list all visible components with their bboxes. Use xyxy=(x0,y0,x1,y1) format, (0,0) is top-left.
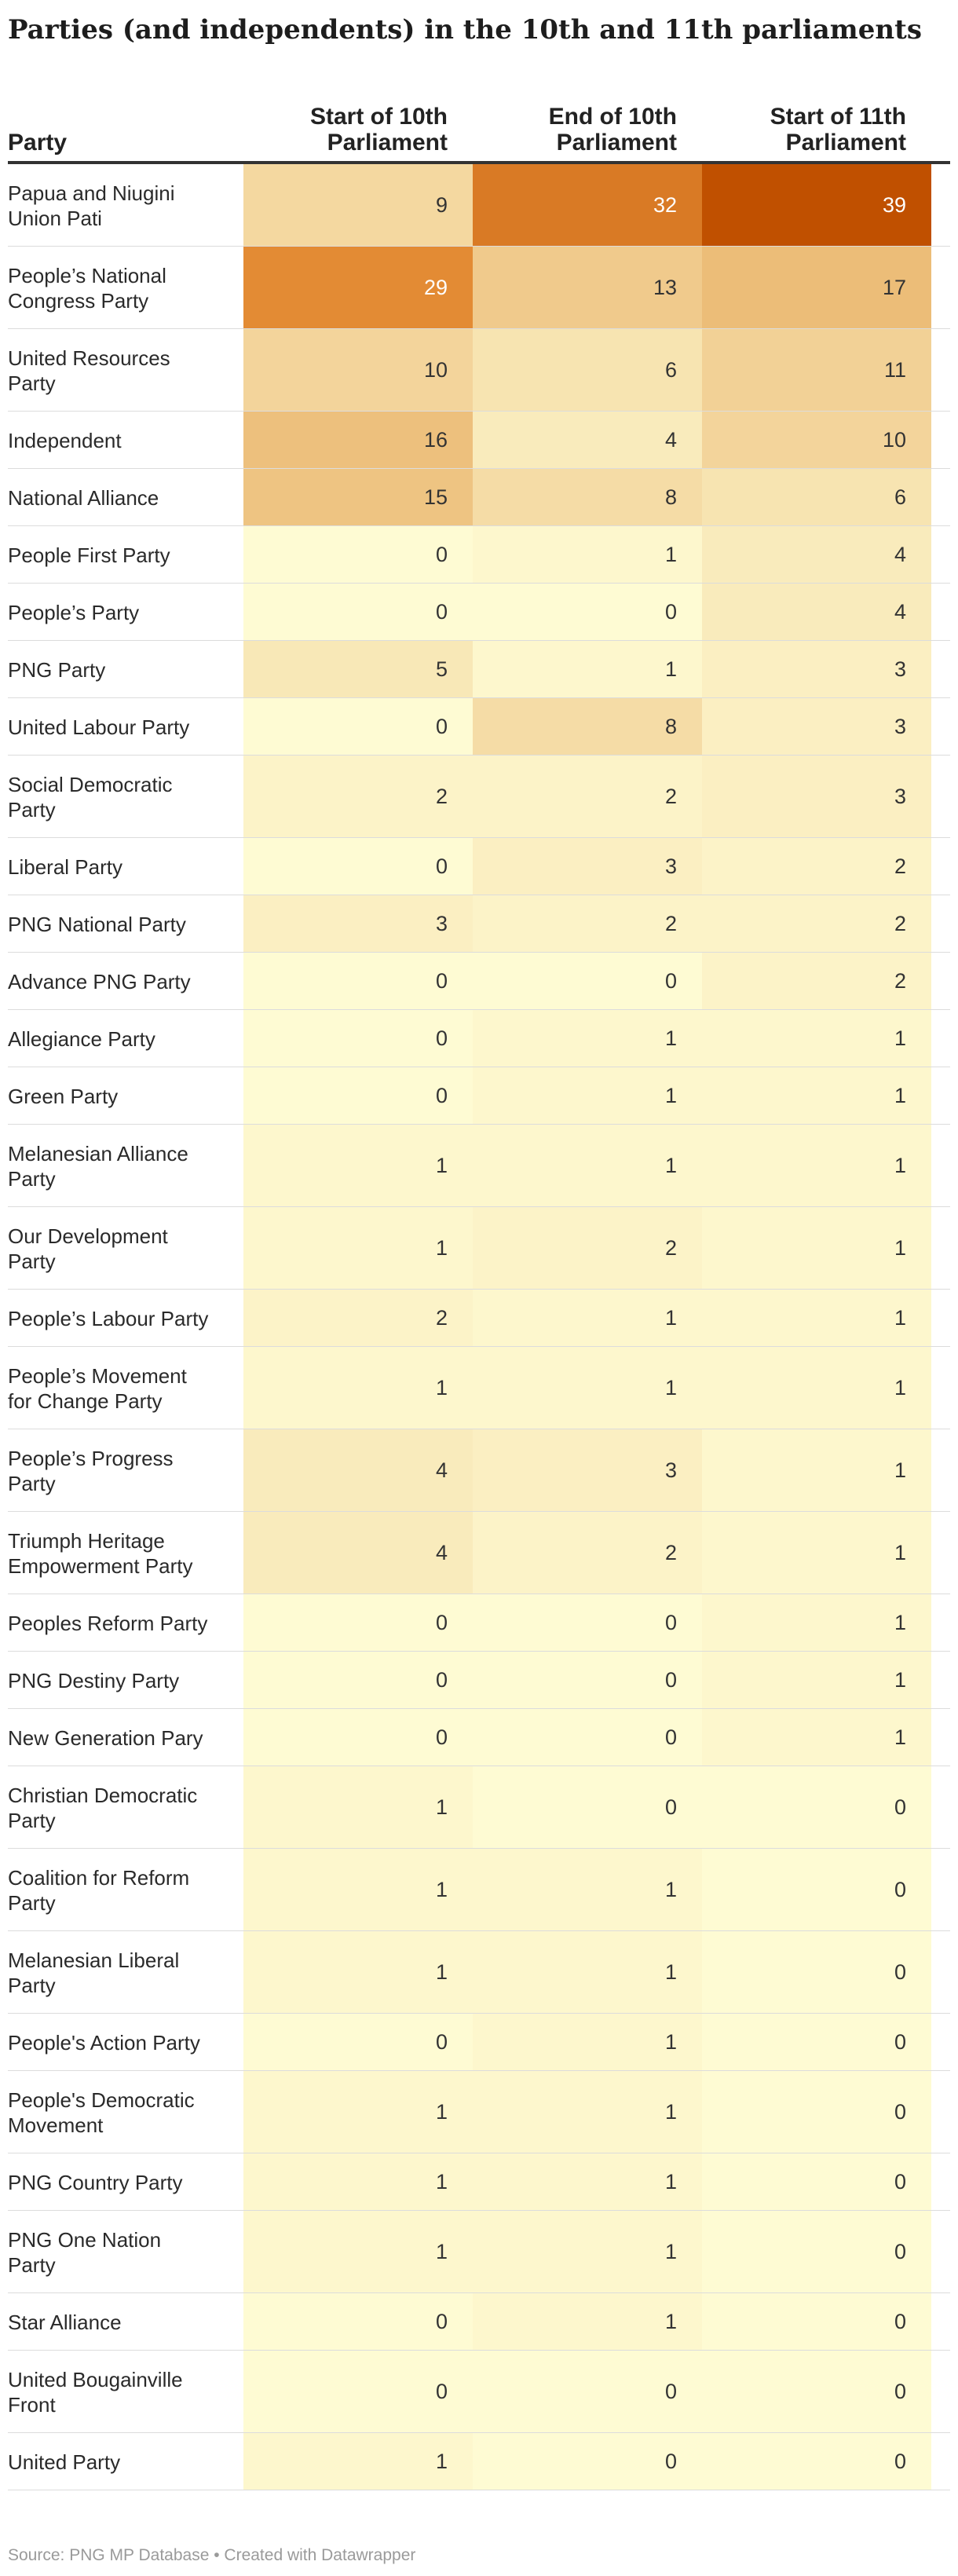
value-cell: 0 xyxy=(473,1709,702,1766)
party-name-cell xyxy=(8,1931,243,2014)
column-header-line: Start of 10th xyxy=(309,104,448,130)
party-name-line: People’s Movement xyxy=(8,1363,187,1388)
value-cell: 1 xyxy=(473,1931,702,2014)
party-name-line: PNG Party xyxy=(8,657,106,682)
value-cell: 0 xyxy=(243,1067,473,1125)
column-header-line: Parliament xyxy=(327,130,448,156)
value-cell: 2 xyxy=(702,838,931,895)
party-name-line: People’s Party xyxy=(8,600,140,624)
value-cell: 4 xyxy=(243,1512,473,1594)
value-cell: 3 xyxy=(473,1429,702,1512)
value-cell: 0 xyxy=(473,953,702,1010)
value-cell: 32 xyxy=(473,164,702,247)
table-row xyxy=(8,1207,950,1290)
column-header-line: End of 10th xyxy=(548,104,677,130)
value-cell: 1 xyxy=(702,1067,931,1125)
value-cell: 1 xyxy=(702,1709,931,1766)
value-cell: 1 xyxy=(473,1067,702,1125)
party-name-line: Papua and Niugini xyxy=(8,181,175,205)
party-name-line: Party xyxy=(8,1471,56,1495)
party-name-line: Social Democratic xyxy=(8,772,173,796)
value-cell: 4 xyxy=(702,526,931,584)
party-name-line: Party xyxy=(8,371,56,395)
value-cell: 10 xyxy=(243,329,473,412)
table-row xyxy=(8,526,950,584)
party-name-line: Coalition for Reform xyxy=(8,1865,190,1890)
value-cell: 0 xyxy=(243,698,473,756)
table-row xyxy=(8,2153,950,2211)
value-cell: 4 xyxy=(473,412,702,469)
value-cell: 1 xyxy=(702,1010,931,1067)
table-row xyxy=(8,1512,950,1594)
column-header-1 xyxy=(243,93,448,156)
value-cell: 1 xyxy=(243,2153,473,2211)
value-cell: 3 xyxy=(702,641,931,698)
table-row xyxy=(8,2071,950,2153)
party-name-line: Empowerment Party xyxy=(8,1553,193,1578)
value-cell: 0 xyxy=(243,1594,473,1652)
value-cell: 0 xyxy=(243,2351,473,2433)
value-cell: 0 xyxy=(243,1709,473,1766)
value-cell: 1 xyxy=(243,2433,473,2490)
value-cell: 0 xyxy=(702,2014,931,2071)
value-cell: 1 xyxy=(243,1931,473,2014)
party-name-line: People’s Labour Party xyxy=(8,1306,209,1330)
party-name-cell xyxy=(8,1766,243,1849)
party-name-line: Green Party xyxy=(8,1084,119,1108)
table-row xyxy=(8,2014,950,2071)
party-name-line: People's Action Party xyxy=(8,2030,200,2055)
value-cell: 16 xyxy=(243,412,473,469)
value-cell: 0 xyxy=(243,2293,473,2351)
value-cell: 1 xyxy=(243,1766,473,1849)
value-cell: 1 xyxy=(702,1125,931,1207)
party-name-line: United Labour Party xyxy=(8,715,190,739)
value-cell: 0 xyxy=(473,1652,702,1709)
value-cell: 2 xyxy=(243,1290,473,1347)
table-row xyxy=(8,1429,950,1512)
table-row xyxy=(8,1849,950,1931)
party-name-cell xyxy=(8,2293,243,2351)
table-row xyxy=(8,1931,950,2014)
party-name-cell xyxy=(8,641,243,698)
party-name-line: for Change Party xyxy=(8,1389,163,1413)
value-cell: 3 xyxy=(702,756,931,838)
value-cell: 0 xyxy=(702,1849,931,1931)
table-row xyxy=(8,2433,950,2490)
value-cell: 0 xyxy=(243,1010,473,1067)
party-name-cell xyxy=(8,1594,243,1652)
value-cell: 0 xyxy=(473,2433,702,2490)
party-name-line: Peoples Reform Party xyxy=(8,1611,208,1635)
party-name-cell xyxy=(8,2433,243,2490)
value-cell: 0 xyxy=(243,838,473,895)
party-name-line: Front xyxy=(8,2392,56,2417)
value-cell: 1 xyxy=(473,2071,702,2153)
party-name-line: National Alliance xyxy=(8,485,159,510)
value-cell: 1 xyxy=(473,526,702,584)
value-cell: 0 xyxy=(243,584,473,641)
value-cell: 1 xyxy=(473,2014,702,2071)
party-name-line: Congress Party xyxy=(8,288,149,313)
value-cell: 1 xyxy=(473,2153,702,2211)
party-name-line: Independent xyxy=(8,428,122,452)
value-cell: 1 xyxy=(243,2071,473,2153)
value-cell: 13 xyxy=(473,247,702,329)
party-name-cell xyxy=(8,1512,243,1594)
value-cell: 1 xyxy=(243,2211,473,2293)
party-name-line: Advance PNG Party xyxy=(8,969,191,993)
table-row xyxy=(8,1652,950,1709)
value-cell: 1 xyxy=(243,1207,473,1290)
party-name-line: Star Alliance xyxy=(8,2310,122,2334)
party-name-line: Party xyxy=(8,1249,56,1273)
column-header-2 xyxy=(473,93,677,156)
table-row xyxy=(8,164,950,247)
column-header-line: Parliament xyxy=(556,130,677,156)
party-name-cell xyxy=(8,1709,243,1766)
value-cell: 0 xyxy=(473,1766,702,1849)
table-row xyxy=(8,247,950,329)
party-name-line: Party xyxy=(8,1973,56,1997)
value-cell: 0 xyxy=(702,1766,931,1849)
value-cell: 2 xyxy=(702,895,931,953)
party-name-cell xyxy=(8,1347,243,1429)
value-cell: 1 xyxy=(702,1594,931,1652)
party-name-cell xyxy=(8,329,243,412)
table-row xyxy=(8,584,950,641)
value-cell: 0 xyxy=(702,1931,931,2014)
value-cell: 1 xyxy=(702,1512,931,1594)
party-name-line: Party xyxy=(8,797,56,821)
value-cell: 1 xyxy=(473,1125,702,1207)
value-cell: 0 xyxy=(702,2211,931,2293)
table-row xyxy=(8,953,950,1010)
party-name-cell xyxy=(8,2153,243,2211)
party-name-line: Union Pati xyxy=(8,206,102,230)
column-header-party xyxy=(8,93,243,156)
party-name-cell xyxy=(8,164,243,247)
party-name-line: Triumph Heritage xyxy=(8,1528,165,1553)
party-name-line: People First Party xyxy=(8,543,170,567)
party-name-line: Melanesian Alliance xyxy=(8,1141,188,1165)
party-name-line: Liberal Party xyxy=(8,854,122,879)
value-cell: 1 xyxy=(473,641,702,698)
party-name-cell xyxy=(8,526,243,584)
party-name-line: People’s Progress xyxy=(8,1446,174,1470)
value-cell: 39 xyxy=(702,164,931,247)
party-name-line: United Bougainville xyxy=(8,2367,183,2391)
party-name-cell xyxy=(8,1849,243,1931)
value-cell: 1 xyxy=(473,1010,702,1067)
value-cell: 0 xyxy=(243,1652,473,1709)
party-name-cell xyxy=(8,1067,243,1125)
value-cell: 1 xyxy=(473,1849,702,1931)
table-row xyxy=(8,1347,950,1429)
value-cell: 10 xyxy=(702,412,931,469)
value-cell: 4 xyxy=(702,584,931,641)
value-cell: 0 xyxy=(702,2293,931,2351)
party-name-line: PNG Destiny Party xyxy=(8,1668,180,1692)
party-name-cell xyxy=(8,247,243,329)
value-cell: 0 xyxy=(702,2153,931,2211)
value-cell: 1 xyxy=(702,1207,931,1290)
value-cell: 9 xyxy=(243,164,473,247)
value-cell: 1 xyxy=(702,1429,931,1512)
party-name-cell xyxy=(8,584,243,641)
party-name-line: PNG Country Party xyxy=(8,2170,183,2194)
value-cell: 2 xyxy=(702,953,931,1010)
party-name-line: Our Development xyxy=(8,1224,168,1248)
value-cell: 1 xyxy=(473,1347,702,1429)
party-name-cell xyxy=(8,1207,243,1290)
party-name-cell xyxy=(8,2211,243,2293)
party-name-cell xyxy=(8,1429,243,1512)
table-row xyxy=(8,1594,950,1652)
value-cell: 1 xyxy=(473,2293,702,2351)
value-cell: 2 xyxy=(243,756,473,838)
value-cell: 1 xyxy=(473,1290,702,1347)
value-cell: 11 xyxy=(702,329,931,412)
party-name-line: Party xyxy=(8,2252,56,2277)
table-row xyxy=(8,838,950,895)
value-cell: 0 xyxy=(473,2351,702,2433)
table-row xyxy=(8,469,950,526)
party-name-line: PNG One Nation xyxy=(8,2227,162,2252)
table-row xyxy=(8,2211,950,2293)
table-row xyxy=(8,412,950,469)
party-name-cell xyxy=(8,2014,243,2071)
column-header-3 xyxy=(702,93,906,156)
value-cell: 0 xyxy=(243,953,473,1010)
value-cell: 8 xyxy=(473,469,702,526)
value-cell: 29 xyxy=(243,247,473,329)
table-row xyxy=(8,1125,950,1207)
chart-title: Parties (and independents) in the 10th and 11th parliaments xyxy=(8,14,922,46)
party-name-line: United Resources xyxy=(8,346,170,370)
value-cell: 0 xyxy=(473,584,702,641)
value-cell: 0 xyxy=(702,2351,931,2433)
party-name-line: Party xyxy=(8,1166,56,1191)
value-cell: 6 xyxy=(702,469,931,526)
party-name-cell xyxy=(8,698,243,756)
party-name-line: Movement xyxy=(8,2113,104,2137)
party-name-cell xyxy=(8,412,243,469)
party-name-cell xyxy=(8,1652,243,1709)
source-credit: Source: PNG MP Database • Created with Datawrapper xyxy=(8,2546,416,2564)
party-name-cell xyxy=(8,1290,243,1347)
value-cell: 1 xyxy=(702,1290,931,1347)
value-cell: 1 xyxy=(473,2211,702,2293)
value-cell: 4 xyxy=(243,1429,473,1512)
value-cell: 1 xyxy=(702,1652,931,1709)
party-name-cell xyxy=(8,2071,243,2153)
value-cell: 3 xyxy=(243,895,473,953)
value-cell: 0 xyxy=(702,2433,931,2490)
party-name-line: Christian Democratic xyxy=(8,1783,198,1807)
party-name-line: PNG National Party xyxy=(8,912,186,936)
party-name-cell xyxy=(8,838,243,895)
party-name-line: Allegiance Party xyxy=(8,1026,155,1051)
party-name-cell xyxy=(8,895,243,953)
value-cell: 0 xyxy=(243,2014,473,2071)
table-row xyxy=(8,329,950,412)
value-cell: 1 xyxy=(243,1125,473,1207)
table-row xyxy=(8,1010,950,1067)
party-name-line: New Generation Pary xyxy=(8,1725,203,1750)
table-row xyxy=(8,2351,950,2433)
value-cell: 3 xyxy=(702,698,931,756)
table-row xyxy=(8,1067,950,1125)
table-row xyxy=(8,641,950,698)
party-name-line: People’s National xyxy=(8,263,166,287)
column-header-line: Start of 11th xyxy=(770,104,906,130)
party-name-line: Melanesian Liberal xyxy=(8,1948,180,1972)
column-header-line: Parliament xyxy=(785,130,906,156)
party-name-line: People's Democratic xyxy=(8,2088,195,2112)
value-cell: 8 xyxy=(473,698,702,756)
value-cell: 17 xyxy=(702,247,931,329)
party-name-cell xyxy=(8,2351,243,2433)
value-cell: 2 xyxy=(473,1512,702,1594)
party-name-line: Party xyxy=(8,1808,56,1832)
value-cell: 6 xyxy=(473,329,702,412)
party-name-cell xyxy=(8,1010,243,1067)
value-cell: 1 xyxy=(243,1347,473,1429)
value-cell: 0 xyxy=(702,2071,931,2153)
party-name-cell xyxy=(8,469,243,526)
table-row xyxy=(8,1766,950,1849)
value-cell: 0 xyxy=(473,1594,702,1652)
table-row xyxy=(8,756,950,838)
table-row xyxy=(8,2293,950,2351)
value-cell: 2 xyxy=(473,895,702,953)
party-name-cell xyxy=(8,756,243,838)
value-cell: 15 xyxy=(243,469,473,526)
value-cell: 2 xyxy=(473,756,702,838)
value-cell: 1 xyxy=(243,1849,473,1931)
value-cell: 2 xyxy=(473,1207,702,1290)
value-cell: 1 xyxy=(702,1347,931,1429)
party-name-line: Party xyxy=(8,1890,56,1915)
value-cell: 5 xyxy=(243,641,473,698)
table-row xyxy=(8,698,950,756)
table-row xyxy=(8,895,950,953)
value-cell: 0 xyxy=(243,526,473,584)
value-cell: 3 xyxy=(473,838,702,895)
table-row xyxy=(8,1709,950,1766)
column-header-line: Party xyxy=(8,130,68,156)
party-name-cell xyxy=(8,1125,243,1207)
party-name-line: United Party xyxy=(8,2450,121,2474)
table-row xyxy=(8,1290,950,1347)
party-name-cell xyxy=(8,953,243,1010)
